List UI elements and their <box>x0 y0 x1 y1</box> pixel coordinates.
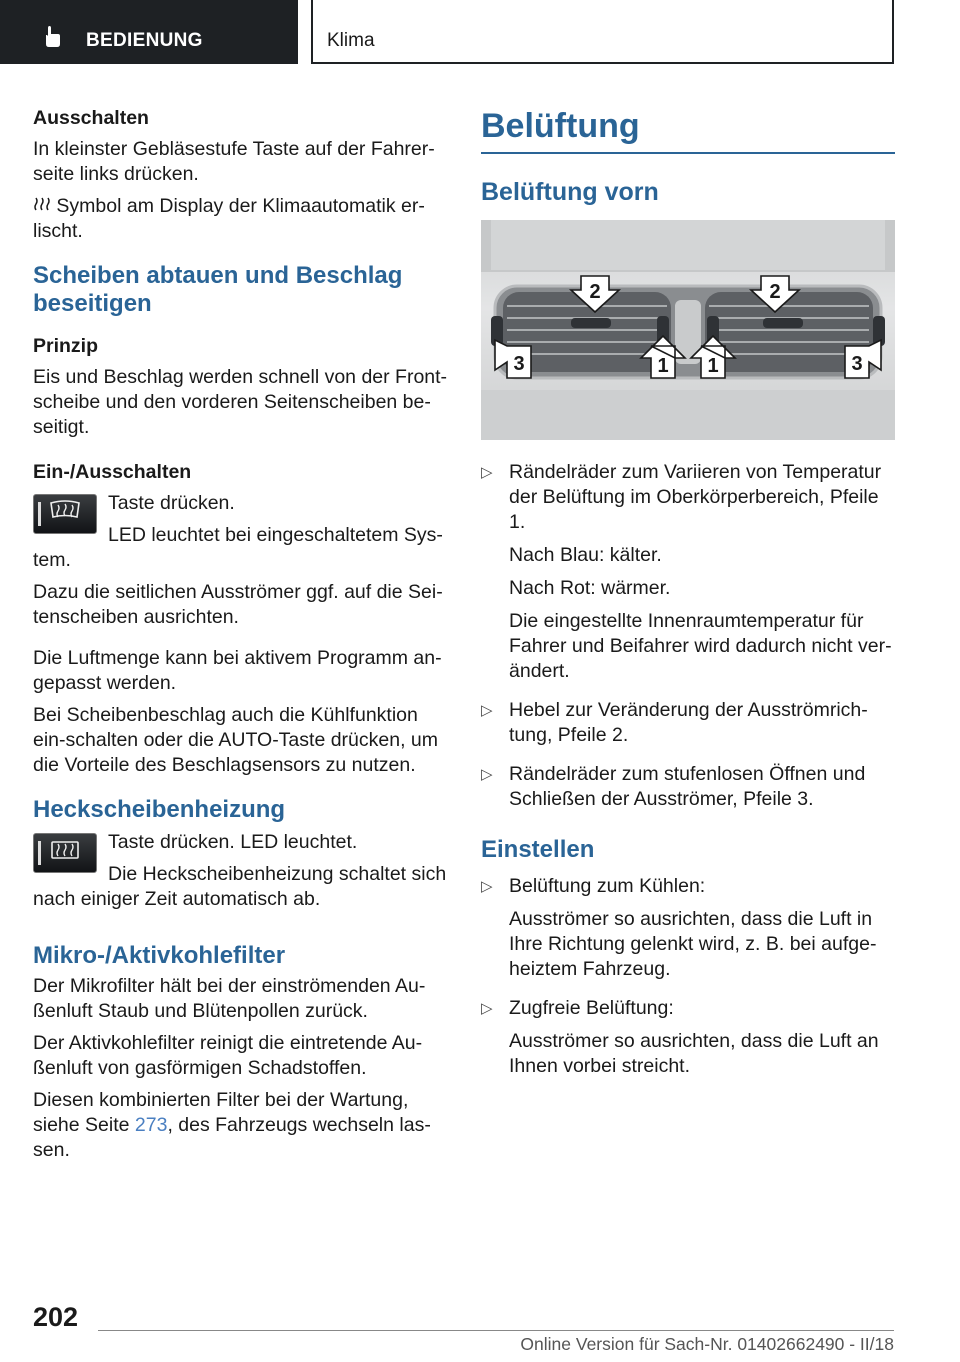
title-rule <box>481 152 895 154</box>
prinzip-text: Eis und Beschlag werden schnell von der Front-scheibe und den vorderen Seitenscheiben be-seitigt. <box>33 366 448 438</box>
prinzip-heading: Prinzip <box>33 335 99 357</box>
einstellen-heading: Einstellen <box>481 836 595 863</box>
air-vent-photo <box>481 220 895 440</box>
filter-text-3a: Diesen kombinierten Filter bei der Wartung, siehe Seite <box>33 1089 409 1136</box>
ausschalten-text: In kleinster Gebläsestufe Taste auf der Fahrer-seite links drücken. <box>33 138 435 185</box>
chapter-box <box>311 0 894 64</box>
triangle-bullet-icon: ▷ <box>481 766 493 783</box>
einaus-led: LED leuchtet bei eingeschaltetem Sys- <box>108 524 443 546</box>
list-sub-text: Die eingestellte Innenraumtemperatur für Fahrer und Beifahrer wird dadurch nicht ver-ändert. <box>509 610 892 682</box>
heck-auto-wrap: nach einiger Zeit automatisch ab. <box>33 888 321 910</box>
triangle-bullet-icon: ▷ <box>481 702 493 719</box>
list-sub-text: Ausströmer so ausrichten, dass die Luft in Ihre Richtung gelenkt wird, z. B. bei aufge-heiztem Fahrzeug. <box>509 908 877 980</box>
einaus-taste: Taste drücken. <box>108 492 235 514</box>
filter-text-3b: , des Fahrzeugs wechseln las-sen. <box>33 1114 431 1161</box>
hand-pointer-icon <box>40 24 64 48</box>
seitlich-text: Dazu die seitlichen Ausströmer ggf. auf die Sei-tenscheiben ausrichten. <box>33 581 443 628</box>
footer-version: Online Version für Sach-Nr. 01402662490 - II/18 <box>520 1334 894 1354</box>
triangle-bullet-icon: ▷ <box>481 464 493 481</box>
heck-taste: Taste drücken. LED leuchtet. <box>108 831 358 853</box>
photo-label-1-right: 1 <box>707 355 719 377</box>
photo-label-2-right: 2 <box>769 281 781 303</box>
list-item <box>481 460 895 535</box>
belueftung-title: Belüftung <box>481 107 640 145</box>
section-label: BEDIENUNG <box>86 30 203 51</box>
defrost-rear-block <box>33 830 451 887</box>
vent-list <box>481 460 895 535</box>
photo-label-3-left: 3 <box>513 353 525 375</box>
filter-heading: Mikro-/Aktivkohlefilter <box>33 942 286 969</box>
list-item <box>481 698 895 748</box>
list-item-text: Hebel zur Veränderung der Ausströmrich-tung, Pfeile 2. <box>509 699 868 746</box>
filter-text-1: Der Mikrofilter hält bei der einströmenden Au-ßenluft Staub und Blütenpollen zurück. <box>33 975 426 1022</box>
list-item-text: Rändelräder zum stufenlosen Öffnen und Schließen der Ausströmer, Pfeile 3. <box>509 763 866 810</box>
triangle-bullet-icon: ▷ <box>481 878 493 895</box>
page-273-link[interactable]: 273 <box>134 1114 168 1136</box>
beschlag-text: Bei Scheibenbeschlag auch die Kühlfunktion ein-schalten oder die AUTO-Taste drücken, um die Vorteile des Beschlagsensors zu nutzen. <box>33 704 439 776</box>
front-defrost-button-icon <box>33 494 97 534</box>
einaus-led-wrap: tem. <box>33 549 71 571</box>
scheiben-heading: Scheiben abtauen und Beschlag beseitigen <box>33 262 403 317</box>
footer-divider <box>98 1330 894 1331</box>
list-item-text: Rändelräder zum Variieren von Temperatur der Belüftung im Oberkörperbereich, Pfeile 1. <box>509 461 882 533</box>
list-sub-text: Ausströmer so ausrichten, dass die Luft an Ihnen vorbei streicht. <box>509 1030 879 1077</box>
section-tab <box>0 0 298 64</box>
photo-label-3-right: 3 <box>851 353 863 375</box>
page-number: 202 <box>33 1302 79 1332</box>
photo-label-2-left: 2 <box>589 281 601 303</box>
heck-heading: Heckscheibenheizung <box>33 796 286 823</box>
photo-label-1-left: 1 <box>657 355 669 377</box>
vent-list-2 <box>481 698 895 812</box>
einstellen-list <box>481 874 895 899</box>
filter-text-3 <box>33 1088 451 1163</box>
symbol-paragraph <box>33 194 451 244</box>
list-item-text: Belüftung zum Kühlen: <box>509 875 706 897</box>
luftmenge-text: Die Luftmenge kann bei aktivem Programm an-gepasst werden. <box>33 647 442 694</box>
list-sub-text: Nach Rot: wärmer. <box>509 577 671 599</box>
left-column <box>33 106 451 1170</box>
filter-text-2: Der Aktivkohlefilter reinigt die eintretende Au-ßenluft von gasförmigen Schadstoffen. <box>33 1032 423 1079</box>
symbol-text: Symbol am Display der Klimaautomatik er-lischt. <box>33 195 425 242</box>
list-sub-text: Nach Blau: kälter. <box>509 544 662 566</box>
einstellen-list-2 <box>481 996 895 1021</box>
list-item <box>481 762 895 812</box>
list-item <box>481 996 895 1021</box>
vorn-heading: Belüftung vorn <box>481 178 659 206</box>
triangle-bullet-icon: ▷ <box>481 1000 493 1017</box>
airflow-icon <box>33 196 51 214</box>
chapter-label: Klima <box>327 30 375 51</box>
heck-auto: Die Heckscheibenheizung schaltet sich <box>108 863 447 885</box>
ausschalten-heading: Ausschalten <box>33 107 149 129</box>
right-column <box>481 106 895 1087</box>
list-item-text: Zugfreie Belüftung: <box>509 997 674 1019</box>
defrost-front-block <box>33 491 451 548</box>
einaus-heading: Ein-/Ausschalten <box>33 461 192 483</box>
rear-defrost-button-icon <box>33 833 97 873</box>
list-item <box>481 874 895 899</box>
